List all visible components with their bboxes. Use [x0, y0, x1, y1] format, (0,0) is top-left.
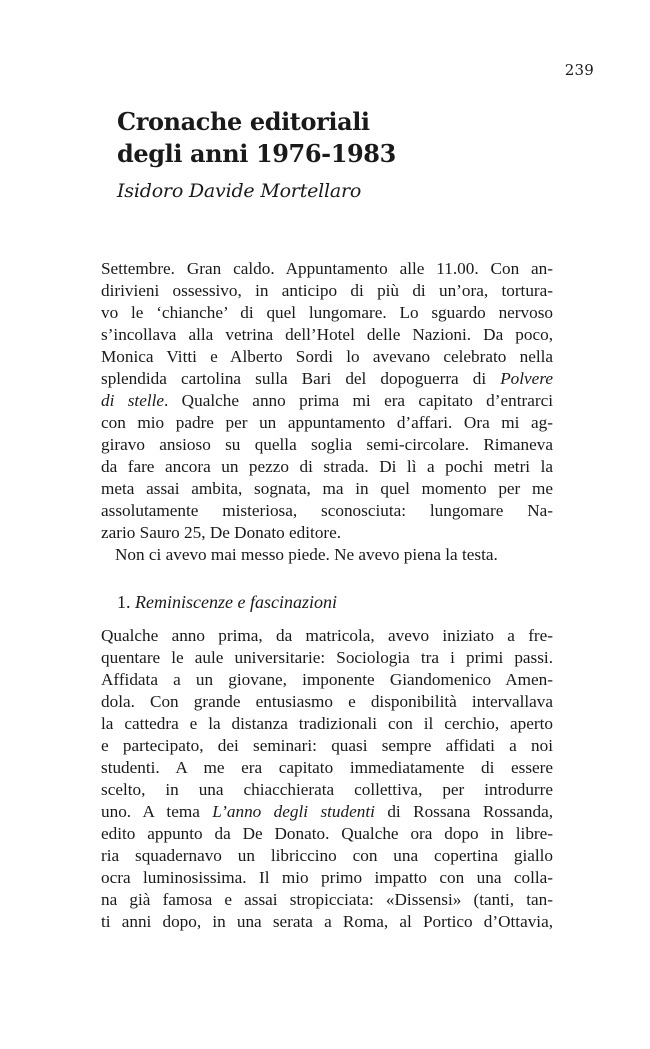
- text-line: ria squadernavo un libriccino con una copertina giallo: [101, 846, 553, 865]
- text-line: ti anni dopo, in una serata a Roma, al Portico d’Ottavia,: [101, 912, 553, 931]
- text-line: con mio padre per un appuntamento d’affari. Ora mi ag-: [101, 413, 553, 432]
- text-line: dirivieni ossessivo, in anticipo di più di un’ora, tortura-: [101, 281, 553, 300]
- article-header: [117, 106, 396, 205]
- text-line: edito appunto da De Donato. Qualche ora dopo in libre-: [101, 824, 553, 843]
- text-line: Settembre. Gran caldo. Appuntamento alle 11.00. Con an-: [101, 259, 553, 278]
- text-line: [101, 801, 553, 823]
- page-number: 239: [564, 61, 594, 79]
- intro-paragraphs: [101, 258, 553, 566]
- text-run: . Qualche anno prima mi era capitato d’entrarci: [164, 391, 553, 410]
- section-body-paragraph: [101, 625, 553, 933]
- text-line: Affidata a un giovane, imponente Giandomenico Amen-: [101, 670, 553, 689]
- text-line: la cattedra e la distanza tradizionali con il cerchio, aperto: [101, 714, 553, 733]
- article-title-line-2: degli anni 1976-1983: [117, 139, 396, 168]
- text-run: splendida cartolina sulla Bari del dopoguerra di: [101, 369, 501, 388]
- text-line: vo le ‘chianche’ di quel lungomare. Lo sguardo nervoso: [101, 303, 553, 322]
- italic-title-run: Polvere: [500, 369, 553, 388]
- text-line: quentare le aule universitarie: Sociologia tra i primi passi.: [101, 648, 553, 667]
- text-line: e partecipato, dei seminari: quasi sempre affidati a noi: [101, 736, 553, 755]
- text-line: studenti. A me era capitato immediatamente di essere: [101, 758, 553, 777]
- text-line: s’incollava alla vetrina dell’Hotel delle Nazioni. Da poco,: [101, 325, 553, 344]
- article-title-line-1: Cronache editoriali: [117, 107, 370, 136]
- text-run: di Rossana Rossanda,: [374, 802, 553, 821]
- text-line: na già famosa e assai stropicciata: «Dissensi» (tanti, tan-: [101, 890, 553, 909]
- text-run: uno. A tema: [101, 802, 213, 821]
- text-line: Qualche anno prima, da matricola, avevo iniziato a fre-: [101, 626, 553, 645]
- italic-title-run: di stelle: [101, 391, 165, 410]
- section-heading: [117, 590, 337, 614]
- article-author: Isidoro Davide Mortellaro: [117, 180, 362, 202]
- text-line: giravo ansioso su quella soglia semi-circolare. Rimaneva: [101, 435, 553, 454]
- text-line: dola. Con grande entusiasmo e disponibilità intervallava: [101, 692, 553, 711]
- text-line: Monica Vitti e Alberto Sordi lo avevano celebrato nella: [101, 347, 553, 366]
- italic-title-run: L’anno degli studenti: [212, 802, 375, 821]
- text-line: meta assai ambita, sognata, ma in quel momento per me: [101, 479, 553, 498]
- text-line: Non ci avevo mai messo piede. Ne avevo piena la testa.: [115, 545, 498, 564]
- text-line: scelto, in una chiacchierata collettiva, per introdurre: [101, 780, 553, 799]
- section-number: 1.: [117, 592, 131, 612]
- text-line: ocra luminosissima. Il mio primo impatto con una colla-: [101, 868, 553, 887]
- text-line: assolutamente misteriosa, sconosciuta: lungomare Na-: [101, 501, 553, 520]
- section-title: Reminiscenze e fascinazioni: [135, 592, 337, 612]
- text-line: [101, 390, 553, 412]
- text-line: zario Sauro 25, De Donato editore.: [101, 523, 342, 542]
- text-line: da fare ancora un pezzo di strada. Di lì a pochi metri la: [101, 457, 553, 476]
- text-line: [101, 368, 553, 390]
